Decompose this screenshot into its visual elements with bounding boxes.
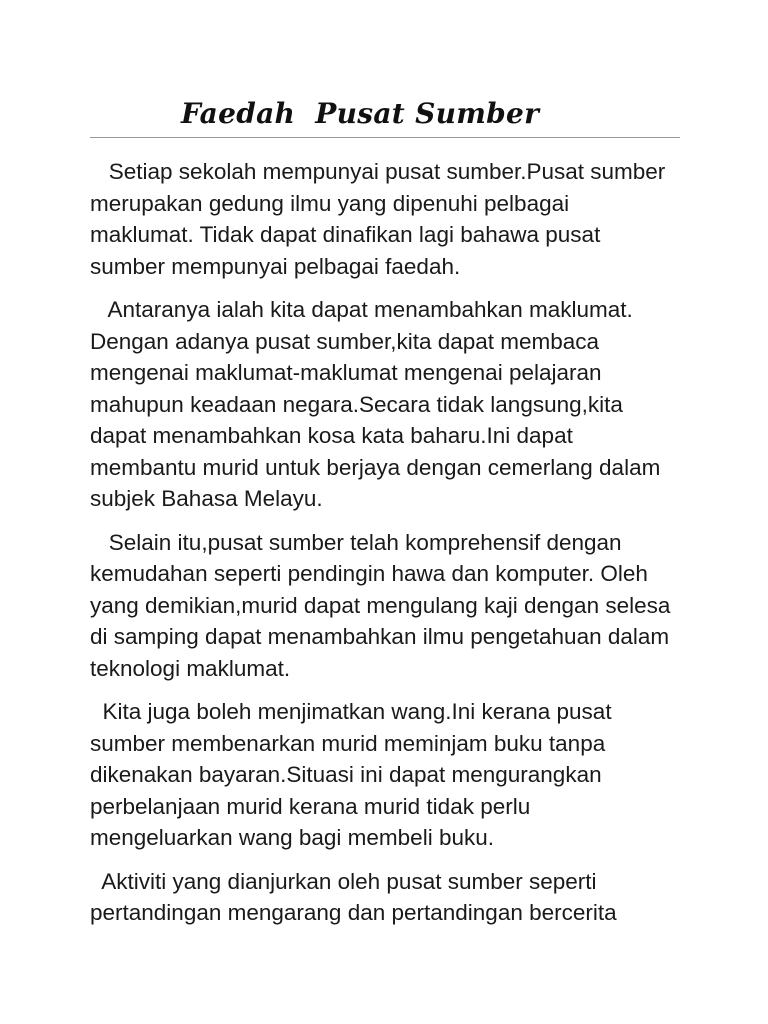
text-line: perbelanjaan murid kerana murid tidak perlu: [90, 793, 531, 819]
text-line: Aktiviti yang dianjurkan oleh pusat sumber seperti: [90, 868, 597, 894]
paragraph-4: [90, 696, 690, 854]
text-line: mengeluarkan wang bagi membeli buku.: [90, 825, 494, 850]
title-divider: [90, 137, 680, 138]
text-line: yang demikian,murid dapat mengulang kaji dengan selesa: [90, 592, 671, 618]
text-line: Antaranya ialah kita dapat menambahkan maklumat.: [90, 297, 633, 322]
paragraph-3: [90, 527, 690, 685]
text-line: maklumat. Tidak dapat dinafikan lagi bahawa pusat: [90, 222, 601, 247]
paragraph-2: [90, 294, 690, 515]
text-line: pertandingan mengarang dan pertandingan bercerita: [90, 900, 617, 925]
paragraph-1: [90, 156, 690, 282]
text-line: Kita juga boleh menjimatkan wang.Ini kerana pusat: [90, 699, 612, 724]
text-line: kemudahan seperti pendingin hawa dan komputer. Oleh: [90, 561, 648, 586]
paragraph-5: [90, 866, 690, 929]
text-line: subjek Bahasa Melayu.: [90, 486, 323, 511]
text-line: mengenai maklumat-maklumat mengenai pelajaran: [90, 360, 602, 385]
text-line: Setiap sekolah mempunyai pusat sumber.Pusat sumber: [90, 159, 666, 184]
text-line: di samping dapat menambahkan ilmu pengetahuan dalam: [90, 624, 670, 649]
text-line: dapat menambahkan kosa kata baharu.Ini dapat: [90, 423, 573, 448]
text-line: sumber mempunyai pelbagai faedah.: [90, 253, 461, 279]
text-line: Dengan adanya pusat sumber,kita dapat membaca: [90, 328, 600, 354]
text-line: merupakan gedung ilmu yang dipenuhi pelbagai: [90, 190, 570, 216]
text-line: sumber membenarkan murid meminjam buku tanpa: [90, 730, 606, 756]
text-line: teknologi maklumat.: [90, 655, 291, 681]
body-text: [90, 156, 690, 941]
text-line: mahupun keadaan negara.Secara tidak langsung,kita: [90, 391, 623, 417]
page-title: Faedah Pusat Sumber: [181, 97, 540, 130]
text-line: dikenakan bayaran.Situasi ini dapat mengurangkan: [90, 762, 602, 787]
text-line: Selain itu,pusat sumber telah komprehensif dengan: [90, 529, 622, 555]
text-line: membantu murid untuk berjaya dengan cemerlang dalam: [90, 454, 661, 480]
